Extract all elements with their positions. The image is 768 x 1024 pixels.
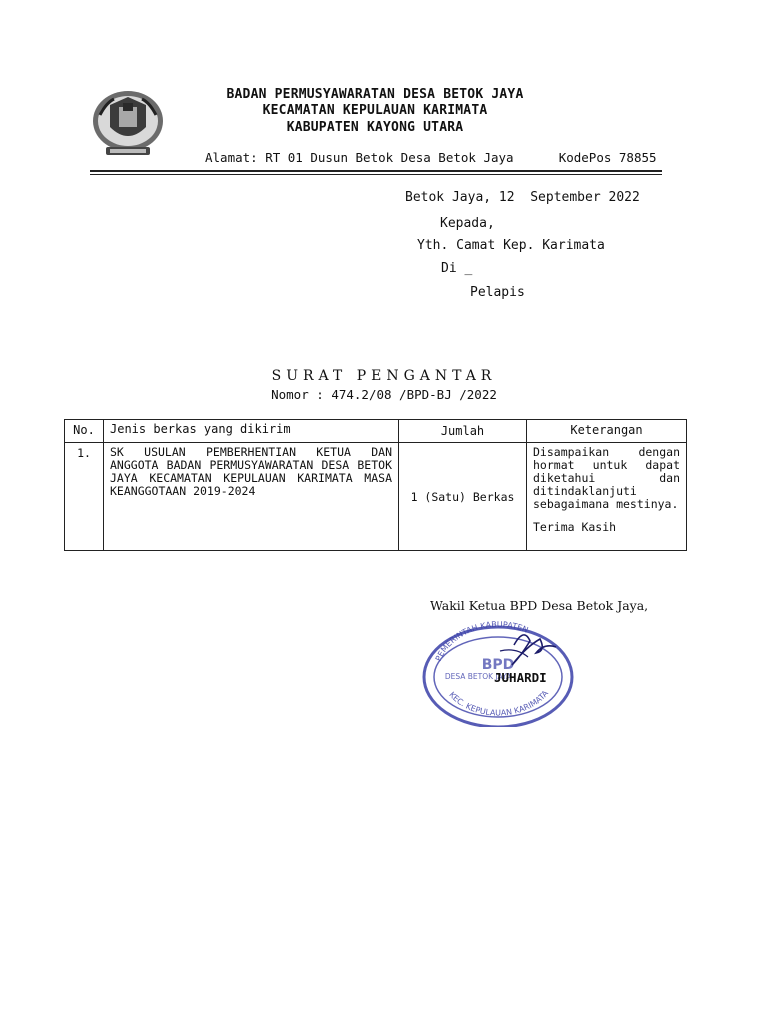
letter-title: SURAT PENGANTAR: [271, 368, 497, 384]
header-divider-thin: [90, 174, 662, 175]
stamp-desa-text: DESA BETOK JAYA: [444, 672, 512, 681]
recipient-addressee: Yth. Camat Kep. Karimata: [417, 238, 605, 253]
regency-logo: [92, 85, 164, 161]
table-row: [65, 443, 687, 551]
stamp-bottom-text: KEC. KEPULAUAN KARIMATA: [447, 688, 551, 718]
stamp-center-text: BPD: [481, 657, 515, 673]
recipient-to: Kepada,: [440, 216, 495, 231]
header-keterangan: Keterangan: [527, 420, 687, 443]
header-jenis: Jenis berkas yang dikirim: [104, 420, 399, 443]
cell-jumlah: 1 (Satu) Berkas: [399, 443, 527, 551]
header-jumlah: Jumlah: [399, 420, 527, 443]
recipient-di: Di _: [441, 261, 473, 276]
cell-no: 1.: [65, 443, 104, 551]
address-line: Alamat: RT 01 Dusun Betok Desa Betok Jaya KodePos 78855: [205, 150, 657, 165]
regency-name: KABUPATEN KAYONG UTARA: [286, 120, 464, 135]
letter-number: Nomor : 474.2/08 /BPD-BJ /2022: [271, 387, 497, 402]
recipient-place: Pelapis: [470, 285, 525, 300]
header-divider: [90, 170, 662, 172]
cell-keterangan: [527, 443, 687, 551]
district-name: KECAMATAN KEPULAUAN KARIMATA: [262, 103, 488, 118]
svg-text:KEC. KEPULAUAN KARIMATA: [447, 688, 550, 717]
keterangan-text: Disampaikan dengan hormat untuk dapat diketahui dan ditindaklanjuti sebagaimana mestinya.: [533, 445, 680, 511]
stamp-top-text: PEMERINTAH KABUPATEN: [433, 619, 530, 663]
document-table: [64, 419, 687, 551]
signatory-role: Wakil Ketua BPD Desa Betok Jaya,: [430, 598, 649, 613]
place-date: Betok Jaya, 12 September 2022: [405, 190, 640, 205]
header-no: No.: [65, 420, 104, 443]
cell-jenis: SK USULAN PEMBERHENTIAN KETUA DAN ANGGOTA BADAN PERMUSYAWARATAN DESA BETOK JAYA KECAMATAN KEPULAUAN KARIMATA MASA KEANGGOTAAN 2019-2024: [104, 443, 399, 551]
table-header-row: [65, 420, 687, 443]
signatory-name: JUHARDI: [494, 670, 547, 685]
keterangan-thanks: Terima Kasih: [533, 520, 617, 534]
institution-name: BADAN PERMUSYAWARATAN DESA BETOK JAYA: [226, 87, 524, 102]
